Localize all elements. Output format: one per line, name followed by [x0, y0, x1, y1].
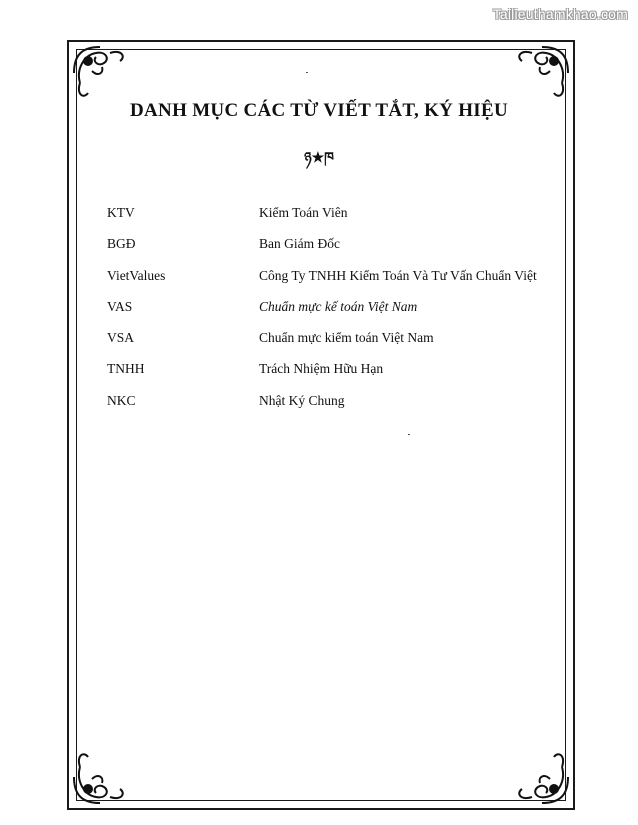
corner-ornament-bottom-right	[512, 747, 572, 807]
abbreviation-meaning: Kiểm Toán Viên	[259, 205, 348, 220]
abbreviation-list	[107, 205, 557, 424]
abbreviation-meaning: Chuẩn mực kiểm toán Việt Nam	[259, 330, 434, 346]
abbreviation: VAS	[107, 298, 133, 314]
abbreviation: NKC	[107, 392, 136, 408]
list-item	[107, 205, 557, 236]
list-item	[107, 299, 557, 330]
watermark: Tailieuthamkhao.com	[492, 6, 628, 22]
list-item	[107, 236, 557, 267]
abbreviation-meaning: Chuẩn mực kế toán Việt Nam	[259, 298, 418, 314]
abbreviation-meaning: Nhật Ký Chung	[259, 392, 345, 408]
page-title: DANH MỤC CÁC TỪ VIẾT TẮT, KÝ HIỆU	[130, 100, 508, 121]
abbreviation: TNHH	[107, 361, 145, 377]
scan-speck	[408, 434, 410, 435]
list-item	[107, 393, 557, 424]
list-item	[107, 330, 557, 361]
title-ornament: ཉ★ཁ	[304, 151, 334, 166]
list-item	[107, 268, 557, 299]
corner-ornament-top-right	[512, 43, 572, 103]
abbreviation-meaning: Công Ty TNHH Kiểm Toán Và Tư Vấn Chuẩn Việt	[259, 267, 537, 283]
abbreviation: VSA	[107, 330, 135, 346]
abbreviation-meaning: Ban Giám Đốc	[259, 236, 340, 252]
abbreviation: KTV	[107, 205, 135, 220]
abbreviation-meaning: Trách Nhiệm Hữu Hạn	[259, 361, 384, 377]
corner-ornament-top-left	[70, 43, 130, 103]
abbreviation: VietValues	[107, 267, 166, 283]
list-item	[107, 361, 557, 392]
corner-ornament-bottom-left	[70, 747, 130, 807]
scan-speck	[306, 72, 308, 73]
abbreviation: BGĐ	[107, 236, 136, 252]
